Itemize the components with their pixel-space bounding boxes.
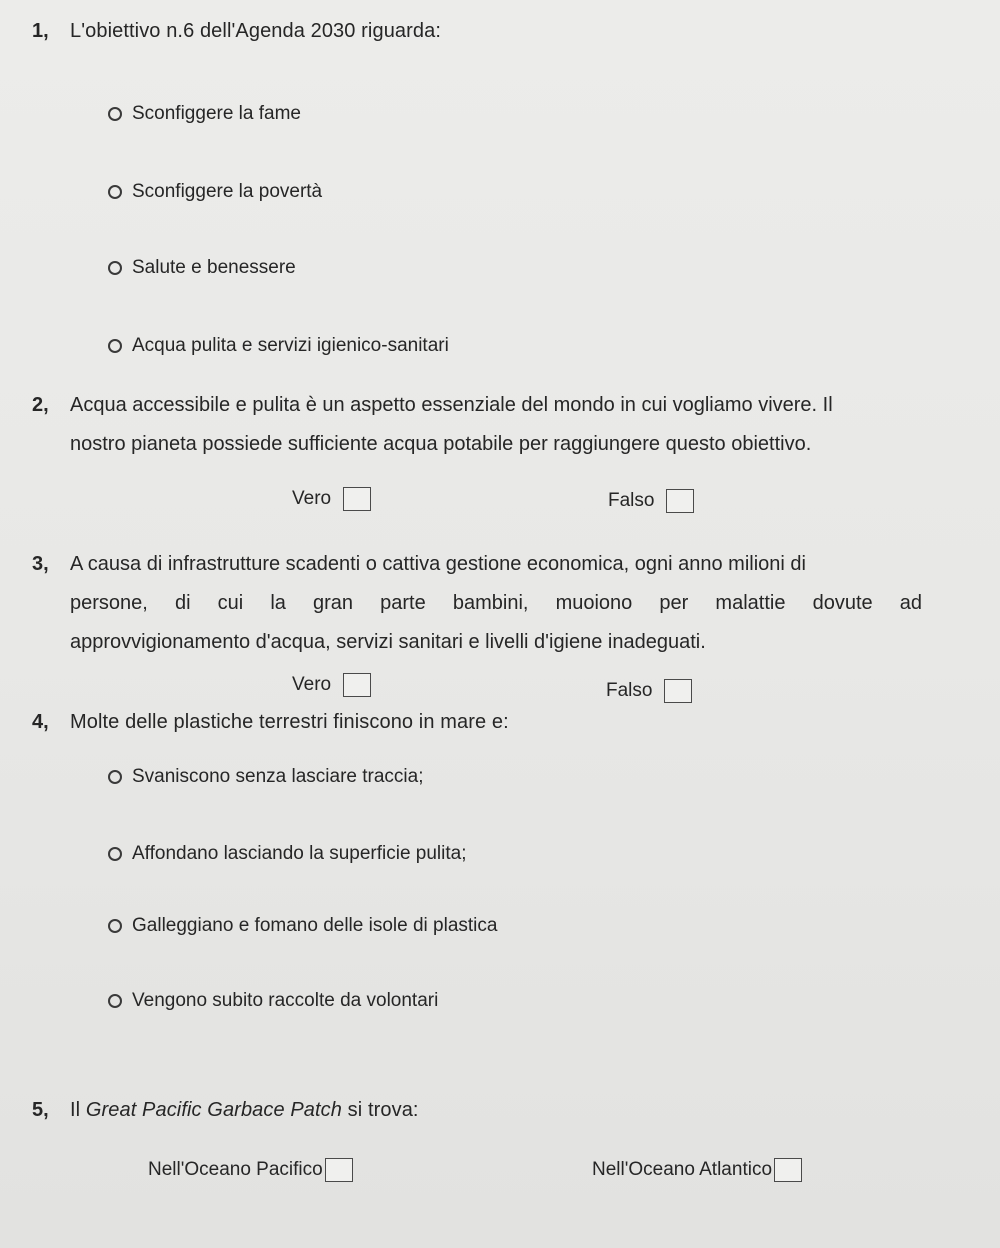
- question-5-text-suffix: si trova:: [342, 1099, 419, 1121]
- q3-false-choice[interactable]: [606, 679, 692, 703]
- radio-button[interactable]: [108, 770, 122, 784]
- radio-button[interactable]: [108, 261, 122, 275]
- radio-button[interactable]: [108, 339, 122, 353]
- q4-option-1[interactable]: [108, 766, 423, 788]
- q3-true-choice[interactable]: [292, 673, 371, 697]
- q1-option-1[interactable]: [108, 103, 301, 125]
- checkbox[interactable]: [343, 673, 371, 697]
- question-5-text-italic: Great Pacific Garbace Patch: [85, 1099, 343, 1121]
- checkbox[interactable]: [325, 1158, 353, 1182]
- option-label: Sconfiggere la povertà: [132, 181, 323, 202]
- question-1: [32, 20, 441, 43]
- question-3: [32, 545, 922, 662]
- question-4-text: Molte delle plastiche terrestri finiscono in mare e:: [70, 711, 509, 733]
- question-5: [32, 1099, 419, 1122]
- question-1-number: 1,: [32, 20, 49, 42]
- checkbox[interactable]: [343, 487, 371, 511]
- true-label: Vero: [292, 488, 332, 509]
- radio-button[interactable]: [108, 994, 122, 1008]
- question-5-number: 5,: [32, 1099, 49, 1121]
- option-label: Salute e benessere: [132, 257, 296, 278]
- question-2-line-2: nostro pianeta possiede sufficiente acqua potabile per raggiungere questo obiettivo.: [70, 433, 812, 455]
- false-label: Falso: [608, 490, 655, 511]
- q4-option-4[interactable]: [108, 990, 438, 1012]
- q1-option-4[interactable]: [108, 335, 449, 357]
- option-label: Vengono subito raccolte da volontari: [132, 990, 439, 1011]
- option-label: Acqua pulita e servizi igienico-sanitari: [132, 335, 449, 356]
- q4-option-3[interactable]: [108, 915, 497, 937]
- option-label: Galleggiano e fomano delle isole di plastica: [132, 915, 498, 936]
- checkbox[interactable]: [774, 1158, 802, 1182]
- option-label: Nell'Oceano Atlantico: [592, 1159, 773, 1180]
- option-label: Svaniscono senza lasciare traccia;: [132, 766, 424, 787]
- radio-button[interactable]: [108, 919, 122, 933]
- question-3-line-1: A causa di infrastrutture scadenti o cattiva gestione economica, ogni anno milioni di: [70, 553, 806, 575]
- radio-button[interactable]: [108, 847, 122, 861]
- q1-option-3[interactable]: [108, 257, 296, 279]
- false-label: Falso: [606, 680, 653, 701]
- question-2-line-1: Acqua accessibile e pulita è un aspetto essenziale del mondo in cui vogliamo vivere. Il: [70, 394, 833, 416]
- question-3-line-3: approvvigionamento d'acqua, servizi sanitari e livelli d'igiene inadeguati.: [70, 631, 706, 653]
- question-2: [32, 386, 932, 464]
- radio-button[interactable]: [108, 185, 122, 199]
- q2-false-choice[interactable]: [608, 489, 694, 513]
- question-3-number: 3,: [32, 553, 49, 575]
- q1-option-2[interactable]: [108, 181, 322, 203]
- question-4-number: 4,: [32, 711, 49, 733]
- checkbox[interactable]: [666, 489, 694, 513]
- q2-true-choice[interactable]: [292, 487, 371, 511]
- question-3-line-2: persone, di cui la gran parte bambini, muoiono per malattie dovute ad: [70, 592, 922, 614]
- question-1-text: L'obiettivo n.6 dell'Agenda 2030 riguarda:: [70, 20, 441, 42]
- option-label: Nell'Oceano Pacifico: [148, 1159, 323, 1180]
- option-label: Sconfiggere la fame: [132, 103, 301, 124]
- q4-option-2[interactable]: [108, 843, 467, 865]
- q5-option-atlantic[interactable]: [592, 1158, 802, 1182]
- question-2-number: 2,: [32, 394, 49, 416]
- question-4: [32, 711, 509, 734]
- question-5-text-prefix: Il: [70, 1099, 86, 1121]
- checkbox[interactable]: [664, 679, 692, 703]
- radio-button[interactable]: [108, 107, 122, 121]
- q5-option-pacific[interactable]: [148, 1158, 353, 1182]
- true-label: Vero: [292, 674, 332, 695]
- option-label: Affondano lasciando la superficie pulita;: [132, 843, 467, 864]
